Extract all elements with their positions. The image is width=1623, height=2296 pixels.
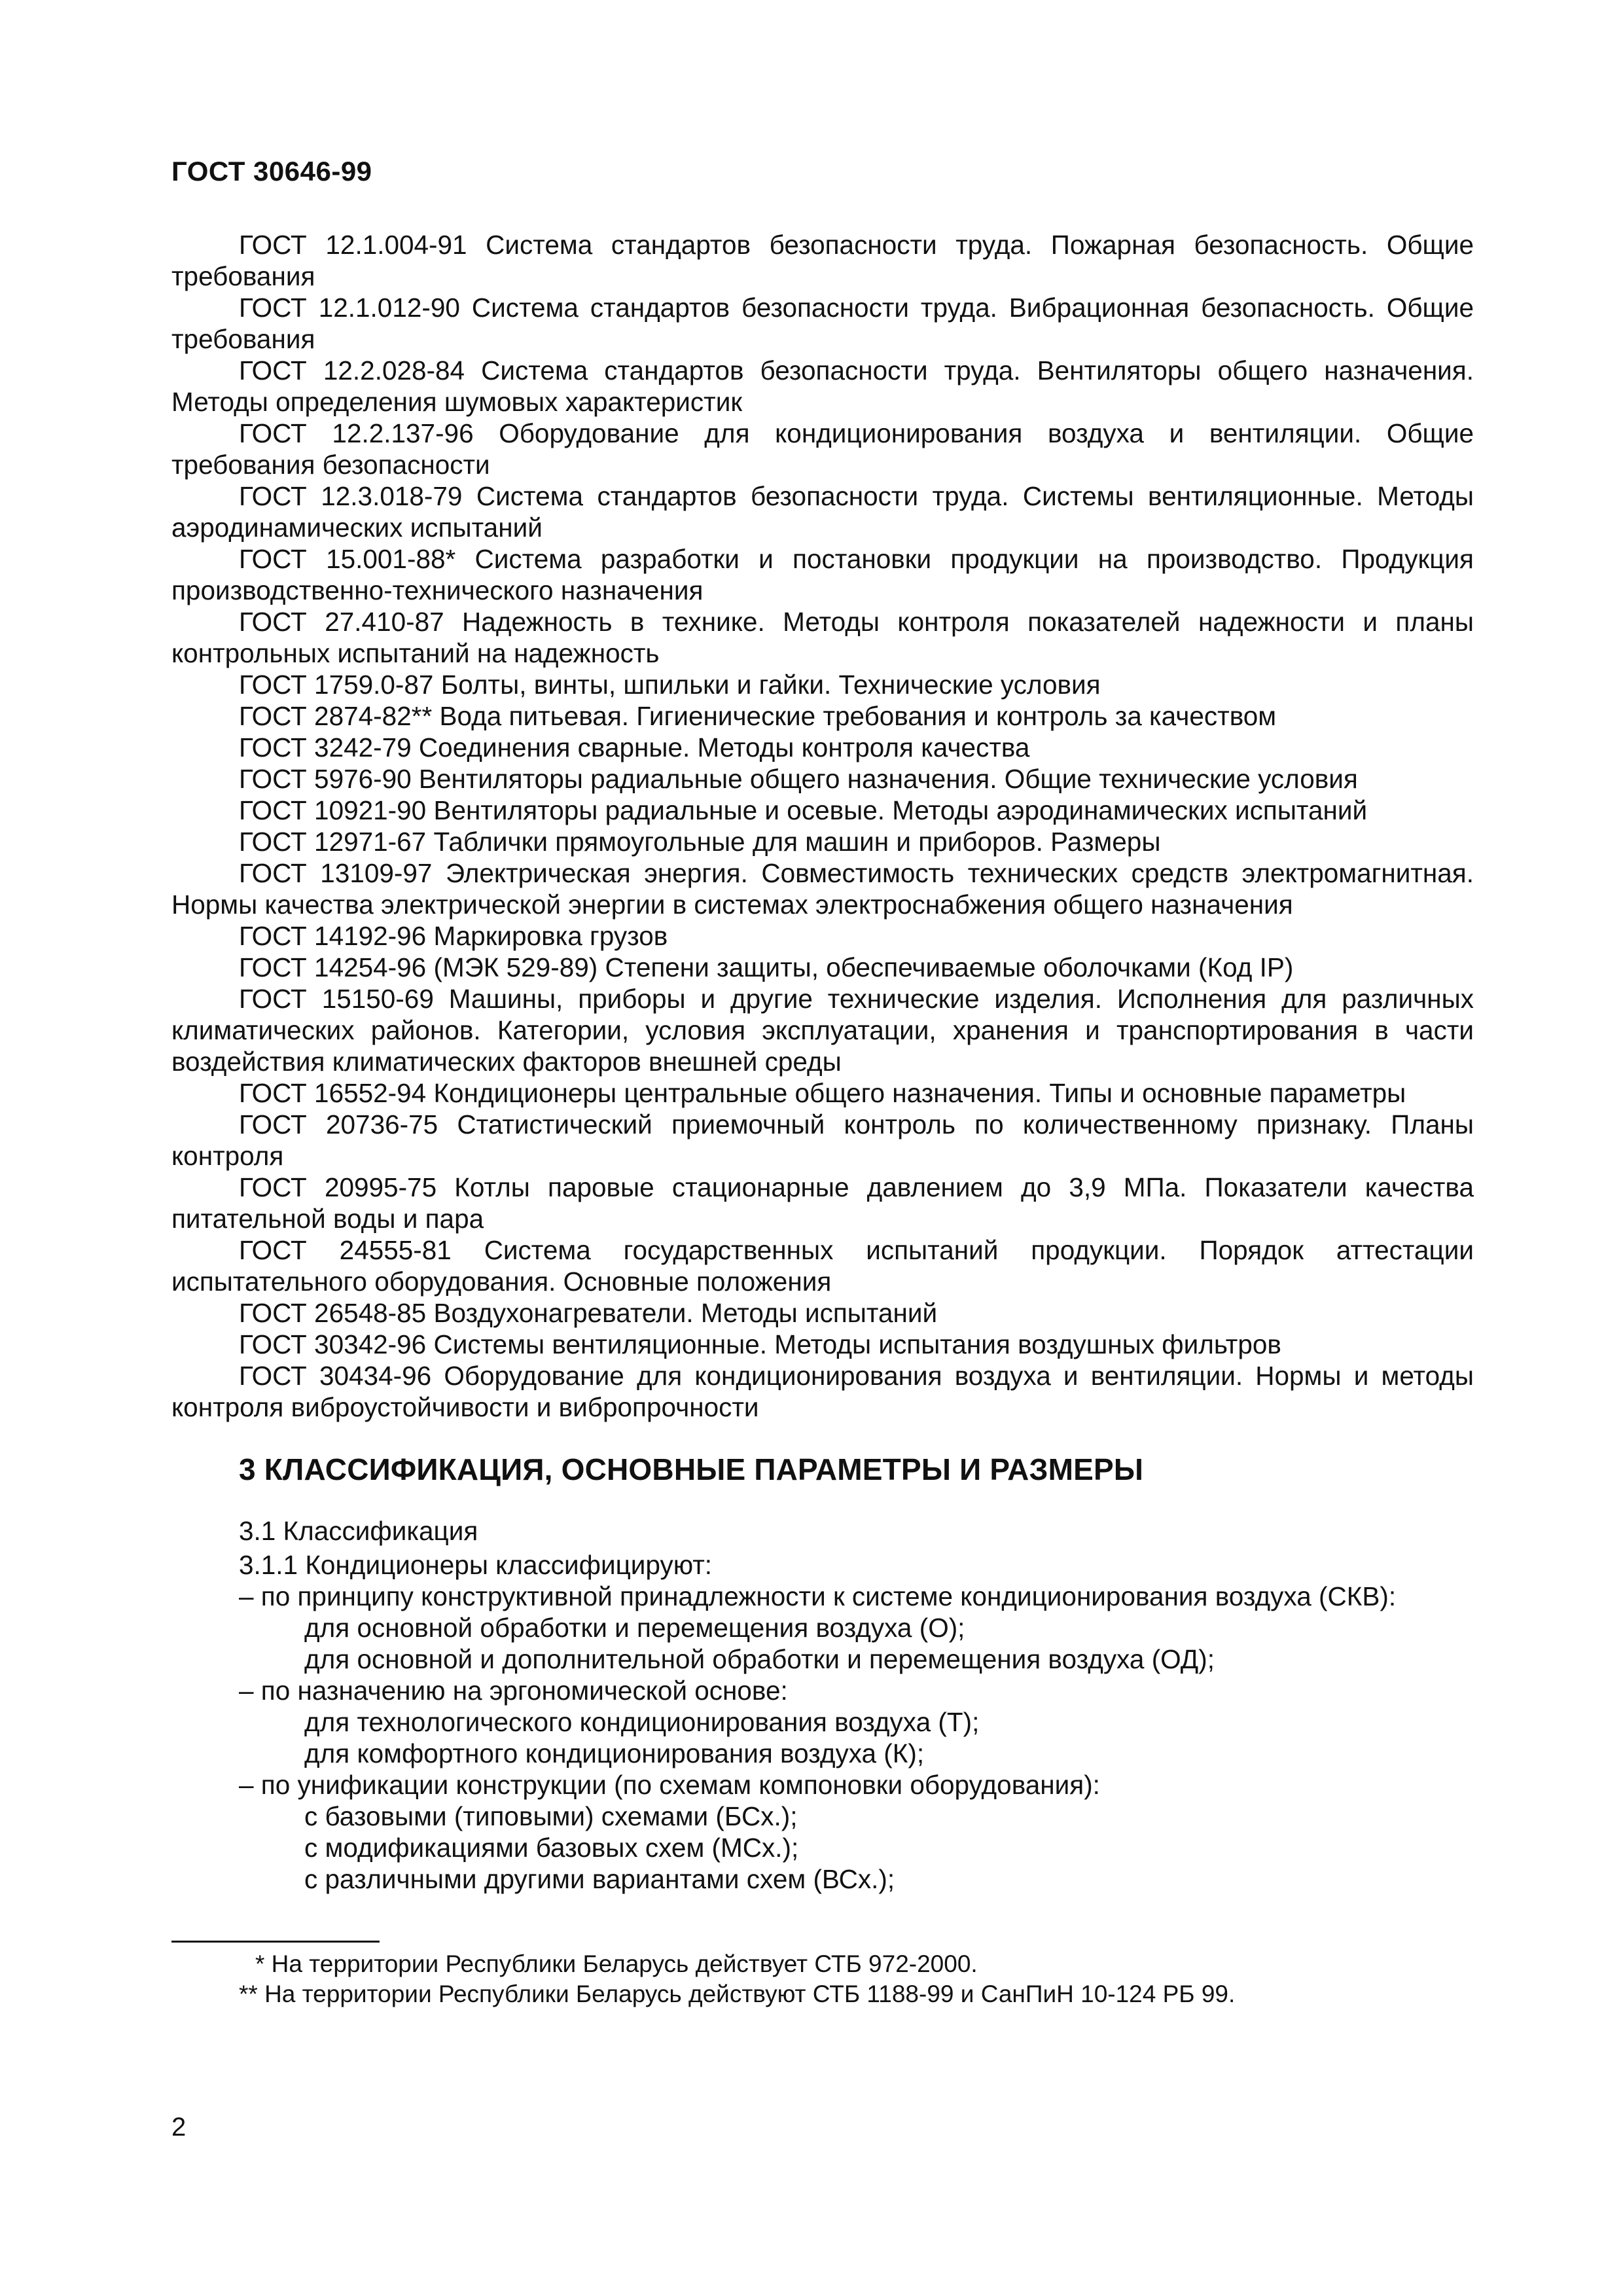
reference-item: ГОСТ 10921-90 Вентиляторы радиальные и осевые. Методы аэродинамических испытаний <box>239 795 1368 825</box>
page-number: 2 <box>171 2113 187 2142</box>
reference-item: ГОСТ 16552-94 Кондиционеры центральные общего назначения. Типы и основные параметры <box>239 1078 1406 1108</box>
classification-item: для основной обработки и перемещения воздуха (О); <box>304 1613 965 1643</box>
reference-item: ГОСТ 2874-82** Вода питьевая. Гигиенические требования и контроль за качеством <box>239 701 1277 731</box>
section-title: 3 КЛАССИФИКАЦИЯ, ОСНОВНЫЕ ПАРАМЕТРЫ И РАЗМЕРЫ <box>239 1452 1144 1486</box>
reference-item: ГОСТ 30434-96 Оборудование для кондиционирования воздуха и вентиляции. Нормы и методы контроля виброустойчивости и вибропрочности <box>171 1361 1474 1422</box>
reference-item: ГОСТ 20995-75 Котлы паровые стационарные давлением до 3,9 МПа. Показатели качества питательной воды и пара <box>171 1172 1474 1234</box>
reference-item: ГОСТ 20736-75 Статистический приемочный контроль по количественному признаку. Планы контроля <box>171 1109 1474 1171</box>
normative-references-list <box>171 229 1474 1423</box>
classification-group <box>171 1581 1474 1675</box>
reference-item: ГОСТ 12971-67 Таблички прямоугольные для машин и приборов. Размеры <box>239 827 1161 857</box>
classification-group <box>171 1675 1474 1769</box>
classification-criterion: – по принципу конструктивной принадлежности к системе кондиционирования воздуха (СКВ): <box>239 1581 1397 1611</box>
footnote-single-asterisk: * На территории Республики Беларусь действует СТБ 972-2000. <box>255 1950 978 1977</box>
classification-group <box>171 1769 1474 1895</box>
document-code-header: ГОСТ 30646-99 <box>171 156 372 187</box>
classification-item: для основной и дополнительной обработки и перемещения воздуха (ОД); <box>304 1644 1215 1674</box>
reference-item: ГОСТ 3242-79 Соединения сварные. Методы контроля качества <box>239 732 1030 762</box>
reference-item: ГОСТ 12.1.012-90 Система стандартов безопасности труда. Вибрационная безопасность. Общие требования <box>171 293 1474 354</box>
reference-item: ГОСТ 14254-96 (МЭК 529-89) Степени защиты, обеспечиваемые оболочками (Код IP) <box>239 952 1294 982</box>
reference-item: ГОСТ 12.2.137-96 Оборудование для кондиционирования воздуха и вентиляции. Общие требования безопасности <box>171 418 1474 480</box>
classification-section <box>171 1515 1474 1895</box>
classification-item: с модификациями базовых схем (МСх.); <box>304 1833 799 1863</box>
classification-item: с различными другими вариантами схем (ВСх.); <box>304 1864 895 1894</box>
classification-item: для технологического кондиционирования воздуха (Т); <box>304 1707 980 1737</box>
classification-criterion: – по назначению на эргономической основе: <box>239 1676 788 1706</box>
footnotes <box>171 1949 1474 2009</box>
reference-item: ГОСТ 27.410-87 Надежность в технике. Методы контроля показателей надежности и планы контрольных испытаний на надежность <box>171 607 1474 668</box>
reference-item: ГОСТ 13109-97 Электрическая энергия. Совместимость технических средств электромагнитная. Нормы качества электрической энергии в системах электроснабжения общего назначения <box>171 858 1474 920</box>
reference-item: ГОСТ 15150-69 Машины, приборы и другие технические изделия. Исполнения для различных климатических районов. Категории, условия эксплуатации, хранения и транспортирования в части воздействия климатических факторов внешней среды <box>171 984 1474 1077</box>
reference-item: ГОСТ 1759.0-87 Болты, винты, шпильки и гайки. Технические условия <box>239 670 1101 700</box>
footnote-double-asterisk: ** На территории Республики Беларусь действуют СТБ 1188-99 и СанПиН 10-124 РБ 99. <box>239 1981 1236 2007</box>
footnote-divider <box>171 1941 380 1943</box>
reference-item: ГОСТ 5976-90 Вентиляторы радиальные общего назначения. Общие технические условия <box>239 764 1358 794</box>
classification-item: для комфортного кондиционирования воздуха (К); <box>304 1738 925 1768</box>
reference-item: ГОСТ 12.3.018-79 Система стандартов безопасности труда. Системы вентиляционные. Методы аэродинамических испытаний <box>171 481 1474 543</box>
reference-item: ГОСТ 30342-96 Системы вентиляционные. Методы испытания воздушных фильтров <box>239 1329 1281 1359</box>
reference-item: ГОСТ 15.001-88* Система разработки и постановки продукции на производство. Продукция производственно-технического назначения <box>171 544 1474 605</box>
subsection-heading: 3.1 Классификация <box>239 1516 478 1546</box>
reference-item: ГОСТ 24555-81 Система государственных испытаний продукции. Порядок аттестации испытательного оборудования. Основные положения <box>171 1235 1474 1297</box>
reference-item: ГОСТ 14192-96 Маркировка грузов <box>239 921 668 951</box>
classification-intro: 3.1.1 Кондиционеры классифицируют: <box>239 1550 713 1580</box>
reference-item: ГОСТ 12.1.004-91 Система стандартов безопасности труда. Пожарная безопасность. Общие требования <box>171 230 1474 291</box>
classification-item: с базовыми (типовыми) схемами (БСх.); <box>304 1801 798 1831</box>
classification-criterion: – по унификации конструкции (по схемам компоновки оборудования): <box>239 1770 1100 1800</box>
reference-item: ГОСТ 26548-85 Воздухонагреватели. Методы испытаний <box>239 1298 938 1328</box>
reference-item: ГОСТ 12.2.028-84 Система стандартов безопасности труда. Вентиляторы общего назначения. Методы определения шумовых характеристик <box>171 355 1474 417</box>
